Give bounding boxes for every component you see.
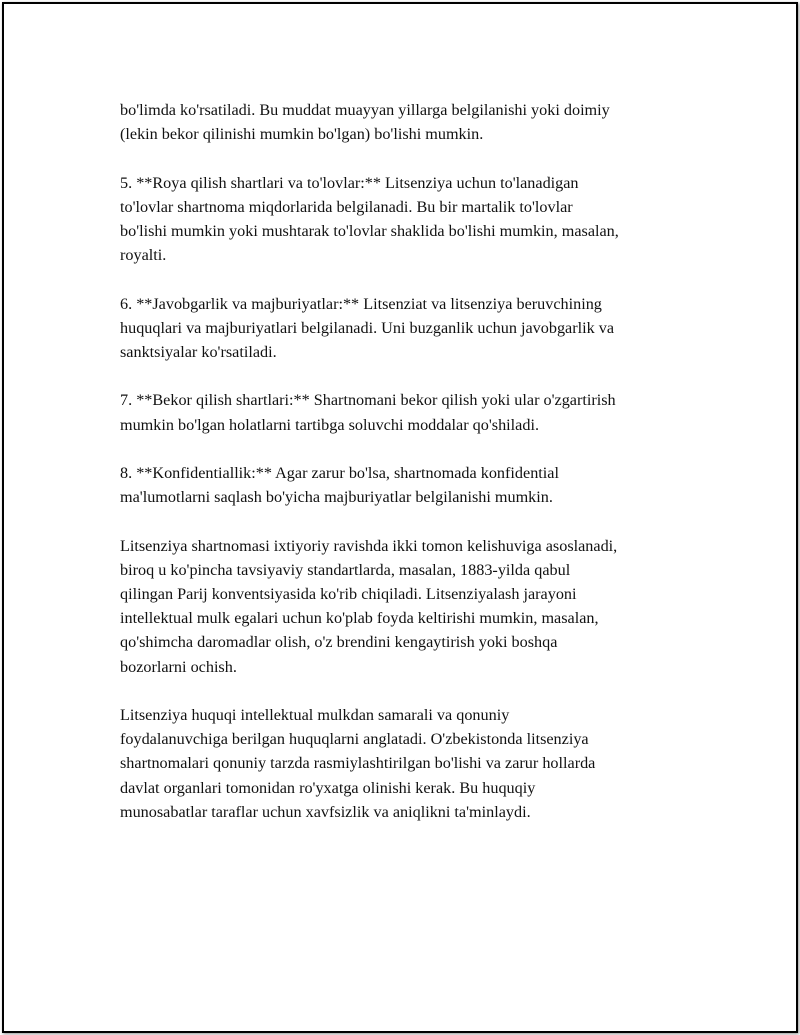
paragraph-item-6-liability: 6. **Javobgarlik va majburiyatlar:** Litsenziat va litsenziya beruvchining huquqlari va majburiyatlari belgilanadi. Uni buzganlik uchun javobgarlik va sanktsiyalar ko'rsatiladi.: [120, 294, 615, 361]
paragraph-item-7-termination: 7. **Bekor qilish shartlari:** Shartnomani bekor qilish yoki ular o'zgartirish mumkin bo'lgan holatlarni tartibga soluvchi moddalar qo'shiladi.: [120, 391, 616, 434]
document-body: [120, 98, 700, 848]
paragraph-license-right: Litsenziya huquqi intellektual mulkdan samarali va qonuniy foydalanuvchiga berilgan huquqlarni anglatadi. O'zbekistonda litsenziya shartnomalari qonuniy tarzda rasmiylashtirilgan bo'lishi va zarur hollarda davlat organlari tomonidan ro'yxatga olinishi kerak. Bu huquqiy munosabatlar taraflar uchun xavfsizlik va aniqlikni ta'minlaydi.: [120, 705, 596, 821]
paragraph-term-continuation: bo'limda ko'rsatiladi. Bu muddat muayyan yillarga belgilanishi yoki doimiy (lekin bekor qilinishi mumkin bo'lgan) bo'lishi mumkin.: [120, 101, 610, 144]
paragraph-license-agreement: Litsenziya shartnomasi ixtiyoriy ravishda ikki tomon kelishuviga asoslanadi, biroq u ko'pincha tavsiyaviy standartlarda, masalan, 1883-yilda qabul qilingan Parij konventsiyasida ko'rib chiqiladi. Litsenziyalash jarayoni intellektual mulk egalari uchun ko'plab foyda keltirishi mumkin, masalan, qo'shimcha daromadlar olish, o'z brendini kengaytirish yoki boshqa bozorlarni ochish.: [120, 536, 618, 676]
paragraph-item-5-royalty: 5. **Roya qilish shartlari va to'lovlar:** Litsenziya uchun to'lanadigan to'lovlar shartnoma miqdorlarida belgilanadi. Bu bir martalik to'lovlar bo'lishi mumkin yoki mushtarak to'lovlar shaklida bo'lishi mumkin, masalan, royalti.: [120, 173, 619, 265]
document-page: [2, 2, 798, 1033]
paragraph-item-8-confidentiality: 8. **Konfidentiallik:** Agar zarur bo'lsa, shartnomada konfidential ma'lumotlarni saqlash bo'yicha majburiyatlar belgilanishi mumkin.: [120, 463, 559, 507]
